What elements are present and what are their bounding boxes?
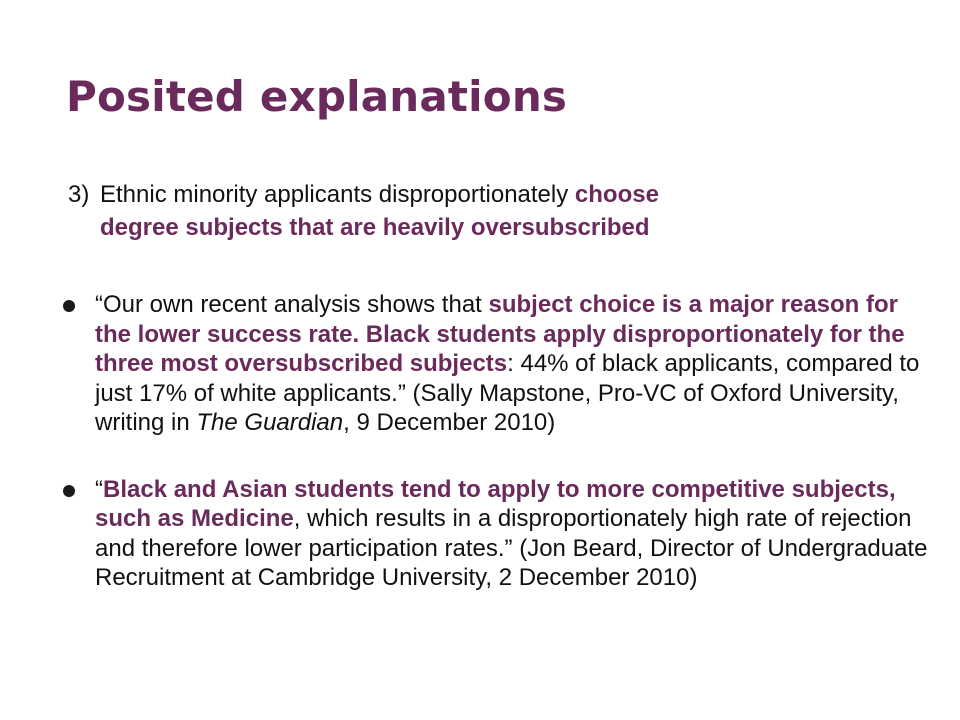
quote-attribution-end: , 9 December 2010) [343,409,556,436]
slide-title: Posited explanations [66,72,568,121]
numbered-point [68,178,928,244]
point-highlight-choose: choose [574,181,659,208]
quote-open: “ [95,475,103,503]
point-number: 3) [68,181,90,208]
quote-list [62,290,932,630]
quote-item-mapstone [62,290,932,438]
point-text: Ethnic minority applicants disproportionately [100,181,569,208]
bullet-dot-icon [63,300,75,312]
publication-name: The Guardian [196,409,344,436]
quote-highlight: subject choice is a major reason for the lower success rate. Black students apply disproportionately for the three most oversubscribed subjects [95,291,905,377]
quote-highlight: Black and Asian students tend to apply to more competitive subjects, such as Medicine [95,475,896,532]
quote-open: “Our own recent analysis shows that [95,291,489,318]
quote-rest: , which results in a disproportionately high rate of rejection and therefore lower participation rates.” (Jon Beard, Director of Undergraduate Recruitment at Cambridge University, 2 December 2010) [95,505,928,591]
quote-item-beard [62,475,932,593]
bullet-dot-icon [63,485,75,497]
quote-rest: : 44% of black applicants, compared to just 17% of white applicants.” (Sally Mapstone, Pro-VC of Oxford University, writing in [95,350,920,436]
point-highlight-subjects: degree subjects that are heavily oversubscribed [100,214,650,241]
